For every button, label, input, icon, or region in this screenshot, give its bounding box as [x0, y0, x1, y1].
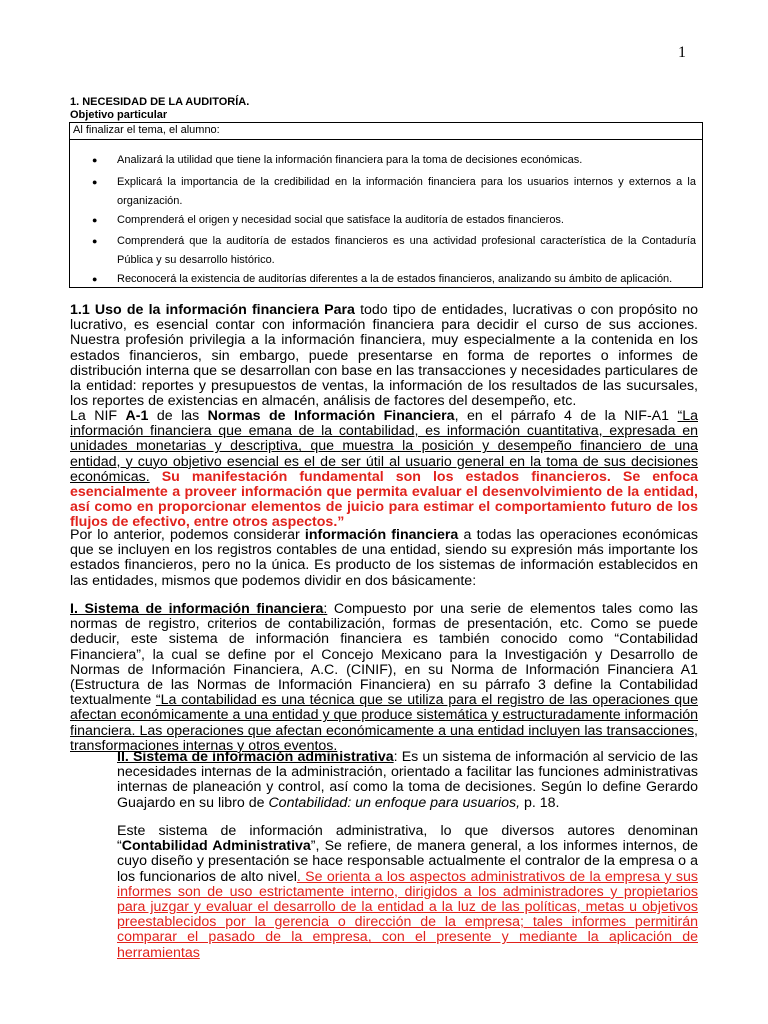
system-1-paragraph — [70, 602, 698, 754]
consider-paragraph — [70, 528, 698, 589]
admin-term: Contabilidad Administrativa — [121, 838, 311, 855]
section-1-1-body: todo tipo de entidades, lucrativas o con propósito no lucrativo, es esencial contar con información financiera para decidir el curso de sus acciones. Nuestra profesión privilegia a la información financiera, muy especialmente a la contenida en los estados financieros, sin embargo, puede presentarse en forma de reportes o informes de distribución interna que se desarrollan con base en las transacciones y necesidades particulares de la entidad: reportes y presupuestos de ventas, la información de los resultados de las sucursales, los reportes de existencias en almacén, análisis de factores del desempeño, etc. — [70, 302, 698, 410]
system-1-title: I. Sistema de información financiera — [70, 601, 324, 617]
system-2-paragraph — [117, 750, 698, 811]
system-1-colon: : — [323, 601, 328, 617]
admin-emphasis: . Se orienta a los aspectos administrativos de la empresa y sus informes son de uso estrictamente interno, dirigidos a los administradores y propietarios para juzgar y evaluar el desarrollo de la entidad a la luz de las políticas, metas u objetivos preestablecidos por la gerencia o dirección de la empresa; tales informes permitirán comparar el pasado de la empresa, con el presente y mediante la aplicación de herramientas — [117, 868, 698, 961]
objectives-intro: Al finalizar el tema, el alumno: — [70, 123, 702, 140]
system-2-body: : Es un sistema de información al servicio de las necesidades internas de la administración, orientado a facilitar las funciones administrativas internas de planeación y control, así como la toma de decisiones. Según lo define Gerardo Guajardo en su libro de — [117, 749, 698, 811]
objective-text: Reconocerá la existencia de auditorías diferentes a la de estados financieros, analizando su ámbito de aplicación. — [117, 273, 673, 285]
page-reference: p. 18. — [520, 794, 560, 811]
nif-mid: de las — [148, 408, 208, 424]
section-1-1-paragraph — [70, 303, 698, 409]
standards-name: Normas de Información Financiera — [207, 408, 455, 424]
admin-paragraph — [117, 824, 698, 961]
objective-item — [70, 211, 702, 230]
nif-code: A-1 — [125, 408, 149, 424]
bullet-icon: ● — [92, 155, 98, 165]
system-2-title: II. Sistema de información administrativa — [117, 749, 394, 765]
chapter-heading: 1. NECESIDAD DE LA AUDITORÍA. — [70, 96, 250, 108]
objective-text: Analizará la utilidad que tiene la información financiera para la toma de decisiones económicas. — [117, 154, 583, 166]
system-1-quote: “La contabilidad es una técnica que se utiliza para el registro de las operaciones que afectan económicamente a una entidad y que produce sistemática y estructuradamente información financiera. Las operaciones que afectan económicamente a una entidad incluyen las transacciones, transformaciones internas y otros eventos. — [70, 692, 698, 754]
objective-item — [70, 151, 702, 170]
section-1-1-title: 1.1 Uso de la información financiera Para — [70, 302, 355, 318]
nif-prefix: La NIF — [70, 408, 126, 424]
objective-item — [70, 232, 702, 270]
book-title: Contabilidad: un enfoque para usuarios, — [268, 794, 521, 811]
objective-text: Explicará la importancia de la credibilidad en la información financiera para los usuarios internos y externos a la organización. — [117, 176, 696, 207]
page-number: 1 — [678, 44, 686, 61]
objectives-box — [69, 122, 703, 288]
bullet-icon: ● — [92, 177, 98, 187]
objective-item — [70, 173, 702, 211]
bullet-icon: ● — [92, 274, 98, 284]
system-1-body: Compuesto por una serie de elementos tales como las normas de registro, criterios de contabilización, formas de presentación, etc. Como se puede deducir, este sistema de información financiera es también conocido como “Contabilidad Financiera”, la cual se define por el Concejo Mexicano para la Investigación y Desarrollo de Normas de Información Financiera, A.C. (CINIF), en su Norma de Información Financiera A1 (Estructura de las Normas de Información Financiera) en su párrafo 3 define la Contabilidad textualmente — [70, 601, 698, 709]
nif-quote-emphasis: Su manifestación fundamental son los estados financieros. Se enfoca esencialmente a proveer información que permita evaluar el desenvolvimiento de la entidad, así como en proporcionar elementos de juicio para estimar el comportamiento futuro de los flujos de efectivo, entre otros aspectos.” — [70, 468, 698, 531]
objectives-list — [70, 151, 702, 289]
nif-quote: “La información financiera que emana de la contabilidad, es información cuantitativa, expresada en unidades monetarias y descriptiva, que muestra la posición y desempeño financiero de una entidad, y cuyo objetivo esencial es el de ser útil al usuario general en la toma de sus decisiones económicas. — [70, 408, 698, 485]
objective-item — [70, 270, 702, 289]
nif-paragraph — [70, 409, 698, 531]
nif-mid: , en el párrafo 4 de la NIF-A1 — [454, 408, 678, 424]
objective-subheading: Objetivo particular — [70, 109, 168, 121]
bullet-icon: ● — [92, 236, 98, 246]
objective-text: Comprenderá el origen y necesidad social que satisface la auditoría de estados financieros. — [117, 214, 564, 226]
consider-rest: a todas las operaciones económicas que se incluyen en los registros contables de una entidad, siendo su expresión más importante los estados financieros, pero no la única. Es producto de los sistemas de información establecidos en las entidades, mismos que podemos dividir en dos básicamente: — [70, 527, 698, 589]
admin-prefix: Este sistema de información administrativa, lo que diversos autores denominan “ — [117, 823, 698, 855]
bullet-icon: ● — [92, 215, 98, 225]
admin-mid: ”, Se refiere, de manera general, a los informes internos, de cuyo diseño y presentación se hace responsable actualmente el contralor de la empresa o a los funcionarios de alto nivel — [117, 838, 699, 885]
consider-prefix: Por lo anterior, podemos considerar — [70, 527, 305, 543]
objective-text: Comprenderá que la auditoría de estados financieros es una actividad profesional característica de la Contaduría Pública y su desarrollo histórico. — [117, 235, 696, 266]
consider-term: información financiera — [304, 527, 459, 543]
